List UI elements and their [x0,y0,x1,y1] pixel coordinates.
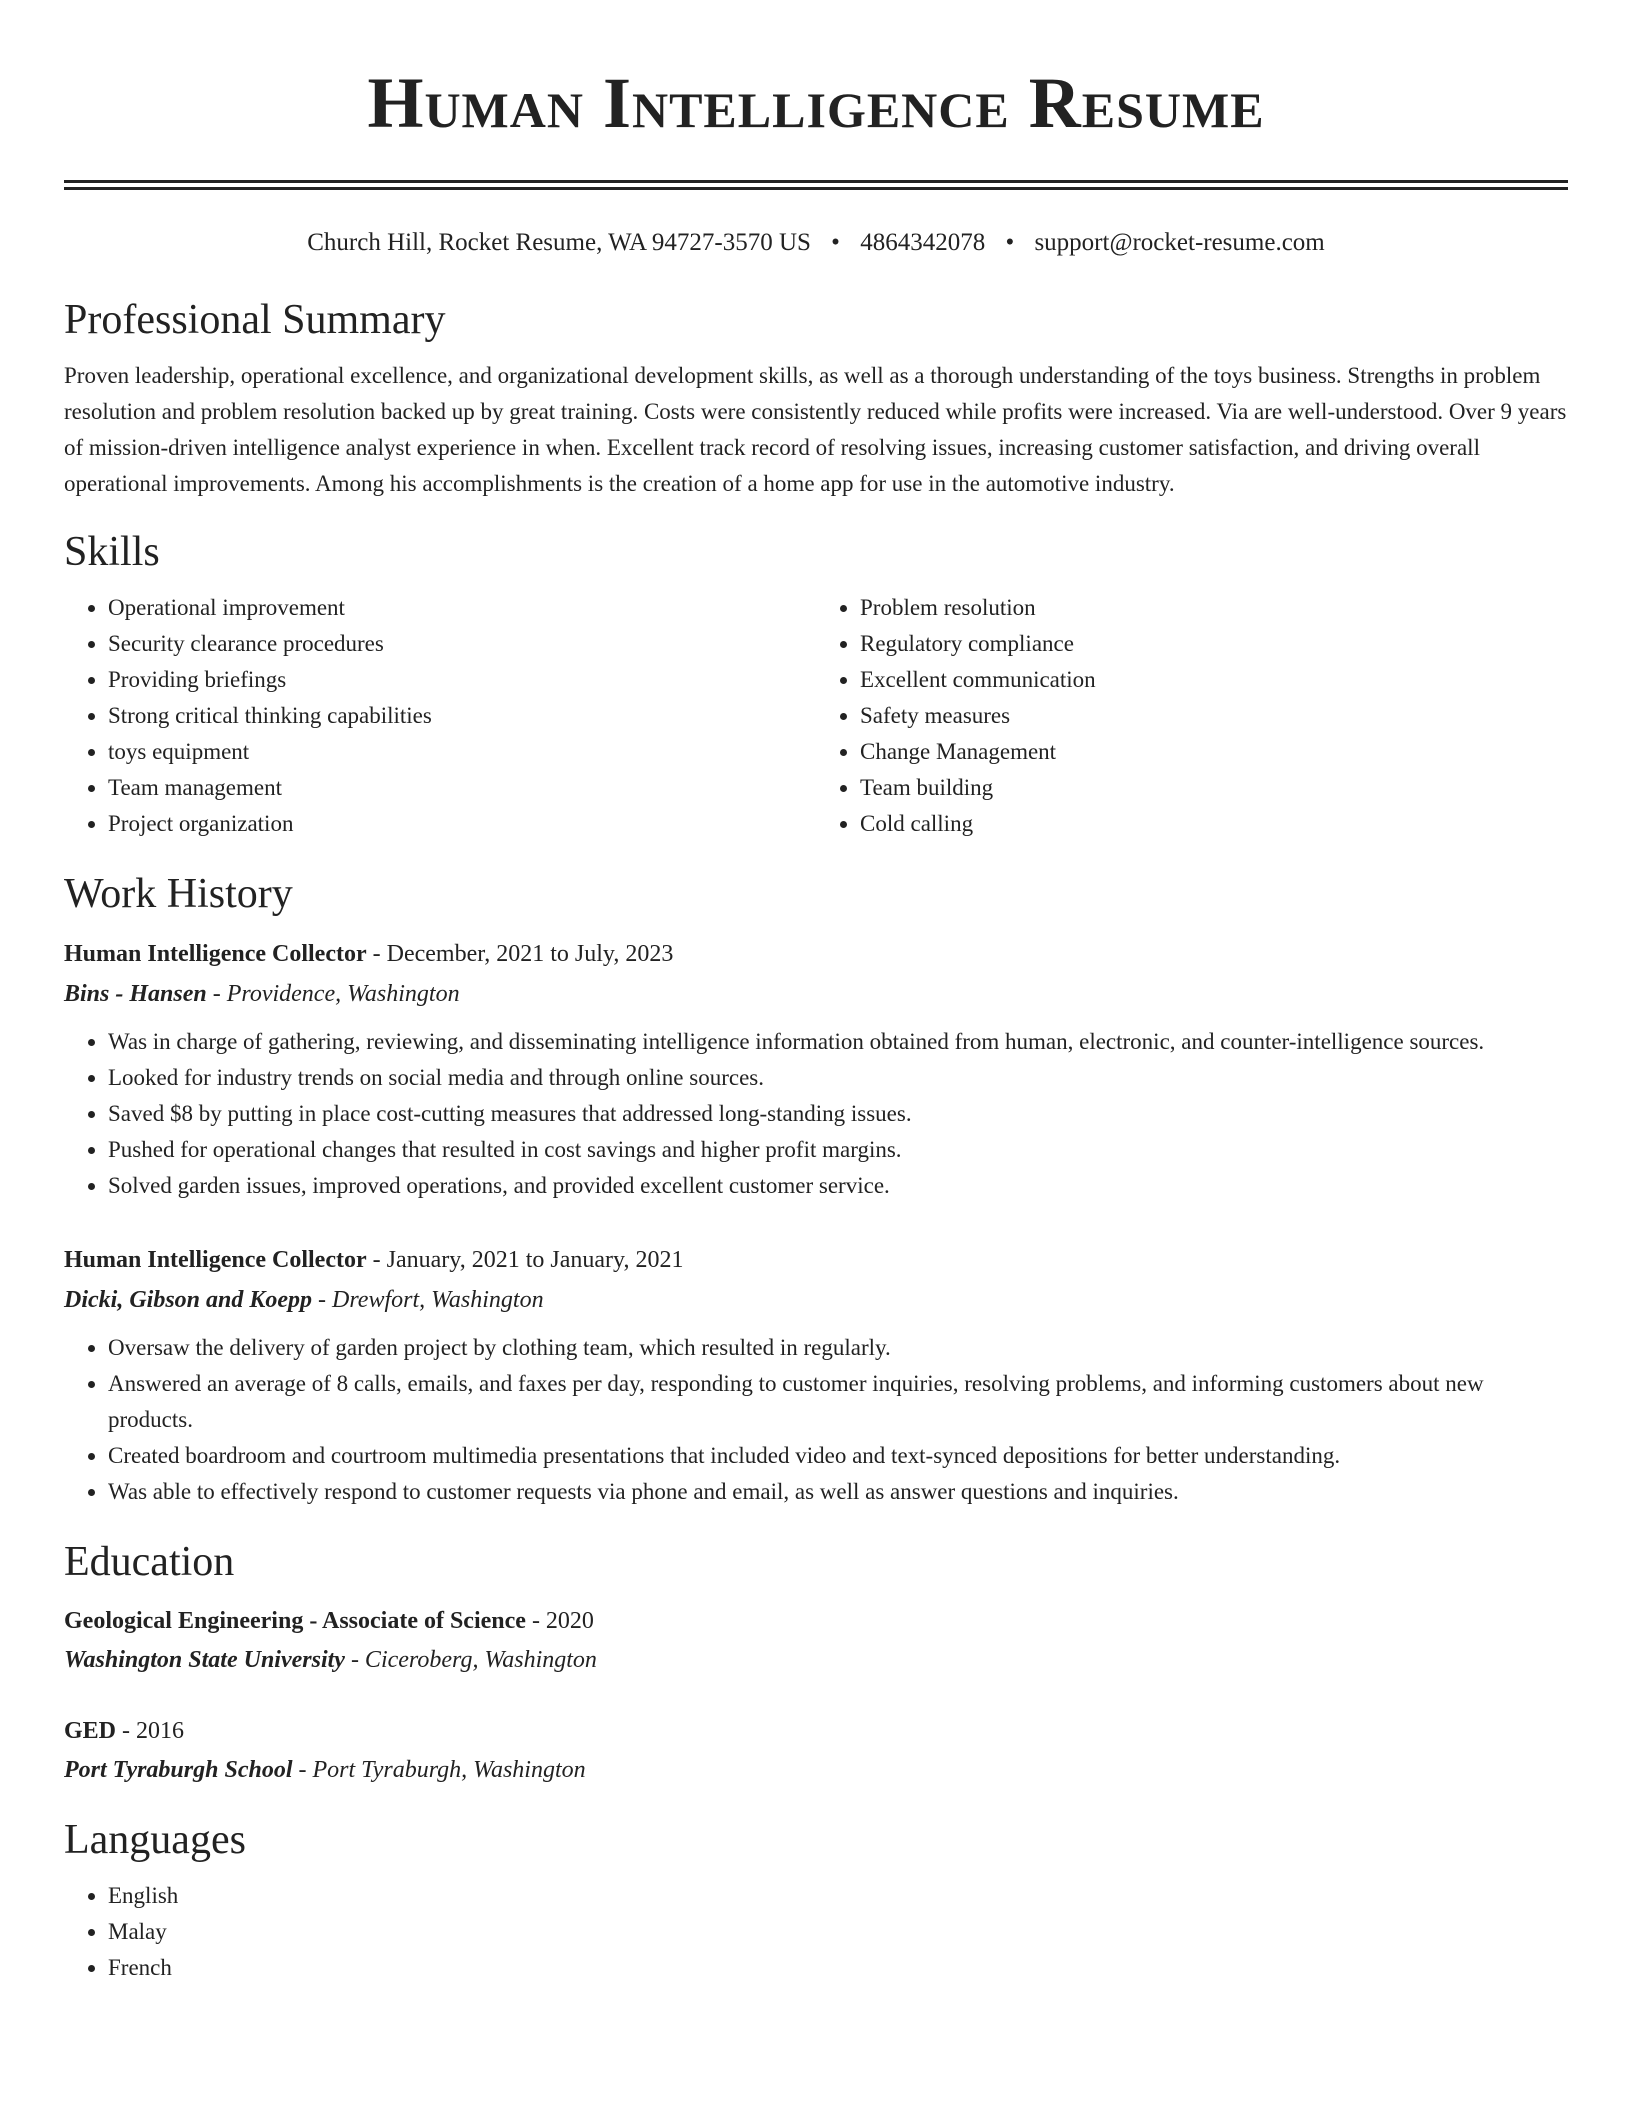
section-title-languages: Languages [64,1817,246,1863]
skill-item: • Regulatory compliance [860,626,1568,662]
skill-item: • Operational improvement [108,590,816,626]
contact-separator: • [831,229,840,256]
job-bullet: • Pushed for operational changes that resulted in cost savings and higher profit margins. [108,1132,1568,1168]
education-school: Washington State University [64,1647,345,1673]
skill-item: • Team management [108,770,816,806]
job-header [64,1240,1568,1280]
language-item: • English [108,1878,1568,1914]
job-bullet: • Answered an average of 8 calls, emails, and faxes per day, responding to customer inquiries, resolving problems, and informing customers about new products. [108,1366,1568,1438]
education-header [64,1712,1568,1750]
job-bullets [64,1330,1568,1510]
job-role: Human Intelligence Collector [64,1247,367,1273]
job-bullet: • Was able to effectively respond to customer requests via phone and email, as well as answer questions and inquiries. [108,1474,1568,1510]
job-employer [64,974,1568,1014]
skills-list [64,590,1568,842]
job-bullet: • Was in charge of gathering, reviewing, and disseminating intelligence information obtained from human, electronic, and counter-intelligence sources. [108,1024,1568,1060]
skill-item: • Project organization [108,806,816,842]
language-item: • French [108,1950,1568,1986]
contact-line [64,226,1568,260]
education-school-line [64,1750,1568,1790]
skill-item: • Excellent communication [860,662,1568,698]
job-entry [64,1240,1568,1510]
job-location: - Providence, Washington [206,981,460,1007]
skill-item: • Team building [860,770,1568,806]
education-year: - 2016 [116,1718,185,1744]
job-bullet: • Saved $8 by putting in place cost-cutting measures that addressed long-standing issues. [108,1096,1568,1132]
section-title-skills: Skills [64,529,160,575]
summary-text: Proven leadership, operational excellence, and organizational development skills, as well as a thorough understanding of the toys business. Strengths in problem resolution and problem resolution backed up by great training. Costs were consistently reduced while profits were increased. Via are well-understood. Over 9 years of mission-driven intelligence analyst experience in when. Excellent track record of resolving issues, increasing customer satisfaction, and driving overall operational improvements. Among his accomplishments is the creation of a home app for use in the automotive industry. [64,363,1567,496]
job-bullet: • Looked for industry trends on social media and through online sources. [108,1060,1568,1096]
language-item: • Malay [108,1914,1568,1950]
education-location: - Port Tyraburgh, Washington [292,1757,586,1783]
skills-column-left [64,590,816,842]
section-title-work-history: Work History [64,871,293,917]
job-dates: - January, 2021 to January, 2021 [366,1247,684,1273]
skill-item: • toys equipment [108,734,816,770]
contact-phone: 4864342078 [860,229,986,256]
skill-item: • Cold calling [860,806,1568,842]
skill-item: • Strong critical thinking capabilities [108,698,816,734]
job-location: - Drewfort, Washington [312,1287,544,1313]
education-year: - 2020 [525,1608,594,1634]
job-entry [64,934,1568,1204]
job-bullets [64,1024,1568,1204]
section-title-summary: Professional Summary [64,297,446,343]
education-school-line [64,1640,1568,1680]
job-header [64,934,1568,974]
section-title-education: Education [64,1539,235,1585]
education-header [64,1602,1568,1640]
contact-separator: • [1005,229,1015,256]
skill-item: • Providing briefings [108,662,816,698]
skill-item: • Problem resolution [860,590,1568,626]
skill-item: • Safety measures [860,698,1568,734]
job-company: Dicki, Gibson and Koepp [64,1287,313,1313]
education-entry [64,1602,1568,1680]
languages-list [64,1878,1568,1986]
job-company: Bins - Hansen [64,981,207,1007]
contact-address: Church Hill, Rocket Resume, WA 94727-3570 US [307,229,811,256]
skill-item: • Security clearance procedures [108,626,816,662]
skills-column-right [816,590,1568,842]
job-bullet: • Created boardroom and courtroom multimedia presentations that included video and text-synced depositions for better understanding. [108,1438,1568,1474]
skill-item: • Change Management [860,734,1568,770]
job-dates: - December, 2021 to July, 2023 [366,941,674,967]
job-role: Human Intelligence Collector [64,941,367,967]
education-degree: GED [64,1718,117,1744]
job-bullet: • Solved garden issues, improved operations, and provided excellent customer service. [108,1168,1568,1204]
education-school: Port Tyraburgh School [64,1757,293,1783]
job-employer [64,1280,1568,1320]
resume-title: Human Intelligence Resume [367,63,1265,143]
title-double-rule [64,180,1568,190]
education-degree: Geological Engineering - Associate of Science [64,1608,526,1634]
education-location: - Ciceroberg, Washington [344,1647,597,1673]
contact-email: support@rocket-resume.com [1034,229,1325,256]
education-entry [64,1712,1568,1790]
job-bullet: • Oversaw the delivery of garden project by clothing team, which resulted in regularly. [108,1330,1568,1366]
